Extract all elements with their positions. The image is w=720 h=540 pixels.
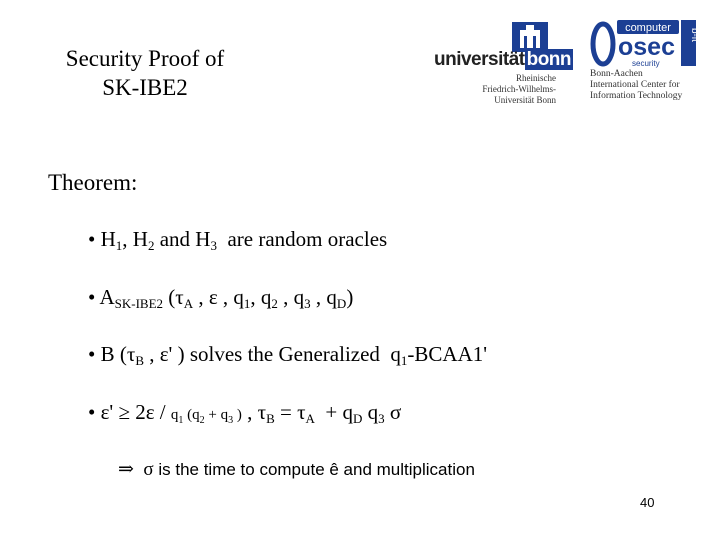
- b3-mid: , ε' ) solves the Generalized q: [143, 342, 401, 366]
- b4-qd-sub: D: [353, 411, 363, 426]
- b4-small-plus: + q: [204, 407, 229, 423]
- b2-tau-sub: A: [183, 296, 194, 311]
- bonn-sub-2: Friedrich-Wilhelms-: [482, 84, 556, 94]
- implies-arrow-icon: ⇒: [118, 459, 134, 480]
- b1-sub2: 2: [147, 238, 155, 253]
- bonn-word-a: universität: [434, 49, 525, 70]
- bit-bottom-text: security: [632, 59, 660, 68]
- b2-q2: , q: [250, 285, 272, 309]
- bonn-word-b: bonn: [526, 49, 572, 70]
- b4-comma: , τ: [241, 400, 267, 424]
- b4-tau-a-sub: A: [305, 411, 315, 426]
- b4-eq: = τ: [274, 400, 306, 424]
- bullet-dot: •: [88, 227, 96, 251]
- b2-q1-sub: 1: [243, 296, 251, 311]
- b4-small-q1-sub: 1: [178, 415, 184, 426]
- b4-small-fraction: [170, 407, 242, 426]
- bit-subtitle: [590, 69, 682, 102]
- b4-pre: ε' ≥ 2ε /: [100, 400, 171, 424]
- slide-title: [40, 44, 250, 102]
- b4-tau-b-sub: B: [266, 411, 275, 426]
- b4-small-mid: (q: [183, 407, 200, 423]
- bit-sub-1: Bonn-Aachen: [590, 69, 643, 79]
- b2-q3-sub: 3: [304, 296, 311, 311]
- b4-plus: + q: [314, 400, 354, 424]
- bit-top-text: computer: [625, 22, 671, 34]
- b1-sub1: 1: [115, 238, 123, 253]
- implication-text: is the time to compute ê and multiplication: [153, 460, 475, 479]
- b2-a: A: [99, 285, 115, 309]
- bullet-dot: •: [88, 400, 96, 424]
- title-line-1: Security Proof of: [65, 46, 225, 71]
- b2-q3: , q: [277, 285, 305, 309]
- b4-small-q3-sub: 3: [228, 415, 234, 426]
- implication-sigma: σ: [143, 459, 154, 480]
- b2-a-sub: SK-IBE2: [114, 296, 164, 311]
- bit-side-text: b-it: [689, 28, 700, 42]
- bullet-adversary: [88, 285, 353, 312]
- b2-q2-sub: 2: [271, 296, 278, 311]
- bullet-bounds: [88, 400, 401, 427]
- bit-sub-2: International Center for: [590, 80, 680, 90]
- implication-line: [118, 458, 475, 481]
- b2-open: (τ: [163, 285, 184, 309]
- b4-sigma: σ: [384, 400, 402, 424]
- b1-sub3: 3: [210, 238, 217, 253]
- b4-small-q2-sub: 2: [199, 415, 205, 426]
- university-bonn-logo: [434, 22, 572, 106]
- page-number: 40: [640, 495, 655, 510]
- b3-tau-sub: B: [135, 353, 144, 368]
- theorem-heading: Theorem:: [48, 170, 138, 195]
- b4-small-close: ): [233, 407, 242, 423]
- bonn-wordmark: [434, 49, 573, 71]
- b1-sep1: , H: [122, 227, 148, 251]
- b3-pre: B (τ: [100, 342, 136, 366]
- b4-q3: q: [362, 400, 379, 424]
- bonn-subtitle: [464, 73, 556, 106]
- b3-q-sub: 1: [400, 353, 408, 368]
- b1-h: H: [100, 227, 116, 251]
- b1-tail: are random oracles: [216, 227, 388, 251]
- cosec-mark-icon: [590, 18, 698, 68]
- bullet-dot: •: [88, 342, 96, 366]
- bonn-seal-icon: [512, 22, 548, 52]
- bullet-random-oracles: [88, 227, 387, 254]
- bonn-sub-3: Universität Bonn: [494, 95, 556, 105]
- b2-close: ): [346, 285, 354, 309]
- bit-cosec-logo: [588, 18, 698, 108]
- title-line-2: SK-IBE2: [102, 75, 188, 100]
- b1-sep2: and H: [154, 227, 211, 251]
- bullet-dot: •: [88, 285, 96, 309]
- b4-small-q1: q: [170, 407, 179, 423]
- bit-main-text: osec: [618, 33, 675, 61]
- bit-sub-3: Information Technology: [590, 91, 683, 101]
- bullet-solver: [88, 342, 487, 369]
- b4-q3-sub: 3: [378, 411, 385, 426]
- b2-mid: , ε , q: [193, 285, 244, 309]
- b2-qd: , q: [310, 285, 337, 309]
- b2-qd-sub: D: [336, 296, 347, 311]
- bonn-sub-1: Rheinische: [516, 73, 556, 83]
- b3-tail: -BCAA1': [407, 342, 488, 366]
